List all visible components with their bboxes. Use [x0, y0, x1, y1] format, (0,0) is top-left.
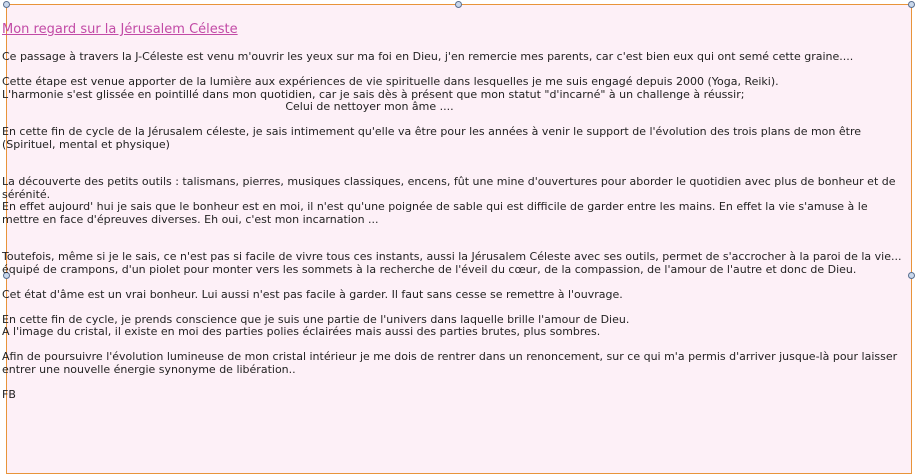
- paragraph-3: En cette fin de cycle de la Jérusalem céleste, je sais intimement qu'elle va être pour les années à venir le support de l'évolution des trois plans de mon être (Spirituel, mental et physique): [2, 125, 861, 151]
- paragraph-7b: A l'image du cristal, il existe en moi des parties polies éclairées mais aussi des parties brutes, plus sombres.: [2, 325, 601, 338]
- paragraph-8: Afin de poursuivre l'évolution lumineuse de mon cristal intérieur je me dois de rentrer dans un renoncement, sur ce qui m'a permis d'arriver jusque-là pour laisser entrer une nouvelle énergie synonyme de libération..: [2, 350, 898, 376]
- paragraph-2c: Celui de nettoyer mon âme ....: [285, 100, 454, 113]
- paragraph-4b: En effet aujourd' hui je sais que le bonheur est en moi, il n'est qu'une poignée de sable qui est difficile de garder entre les mains. En effet la vie s'amuse à le mettre en face d'épreuves diverses. Eh oui, c'est mon incarnation ...: [2, 200, 868, 226]
- paragraph-6: Cet état d'âme est un vrai bonheur. Lui aussi n'est pas facile à garder. Il faut sans cesse se remettre à l'ouvrage.: [2, 287, 623, 301]
- paragraph-5: Toutefois, même si je le sais, ce n'est pas si facile de vivre tous ces instants, aussi la Jérusalem Céleste avec ses outils, permet de s'accrocher à la paroi de la vie... équipé de crampons, d'un piolet pour monter vers les sommets à la recherche de l'éveil du cœur, de la compassion, de l'amour de l'autre et donc de Dieu.: [2, 250, 902, 276]
- paragraph-1: Ce passage à travers la J-Céleste est venu m'ouvrir les yeux sur ma foi en Dieu, j'en remercie mes parents, car c'est bien eux qui ont semé cette graine....: [2, 50, 854, 63]
- paragraph-2a: Cette étape est venue apporter de la lumière aux expériences de vie spirituelle dans lesquelles je me suis engagé depuis 2000 (Yoga, Reiki).: [2, 75, 779, 88]
- text-content[interactable]: [2, 22, 907, 401]
- paragraph-7a: En cette fin de cycle, je prends conscience que je suis une partie de l'univers dans laquelle brille l'amour de Dieu.: [2, 312, 630, 326]
- paragraph-4a: La découverte des petits outils : talismans, pierres, musiques classiques, encens, fût une mine d'ouvertures pour aborder le quotidien avec plus de bonheur et de sérénité.: [2, 175, 896, 201]
- resize-handle-middle-right[interactable]: [908, 272, 915, 279]
- paragraph-2b: L'harmonie s'est glissée en pointillé dans mon quotidien, car je sais dès à présent que mon statut "d'incarné" à un challenge à réussir;: [2, 87, 745, 101]
- resize-handle-top-right[interactable]: [908, 1, 915, 8]
- resize-handle-top-left[interactable]: [3, 1, 10, 8]
- page-title[interactable]: Mon regard sur la Jérusalem Céleste: [2, 22, 238, 37]
- signature: FB: [2, 387, 16, 401]
- resize-handle-top-center[interactable]: [455, 1, 462, 8]
